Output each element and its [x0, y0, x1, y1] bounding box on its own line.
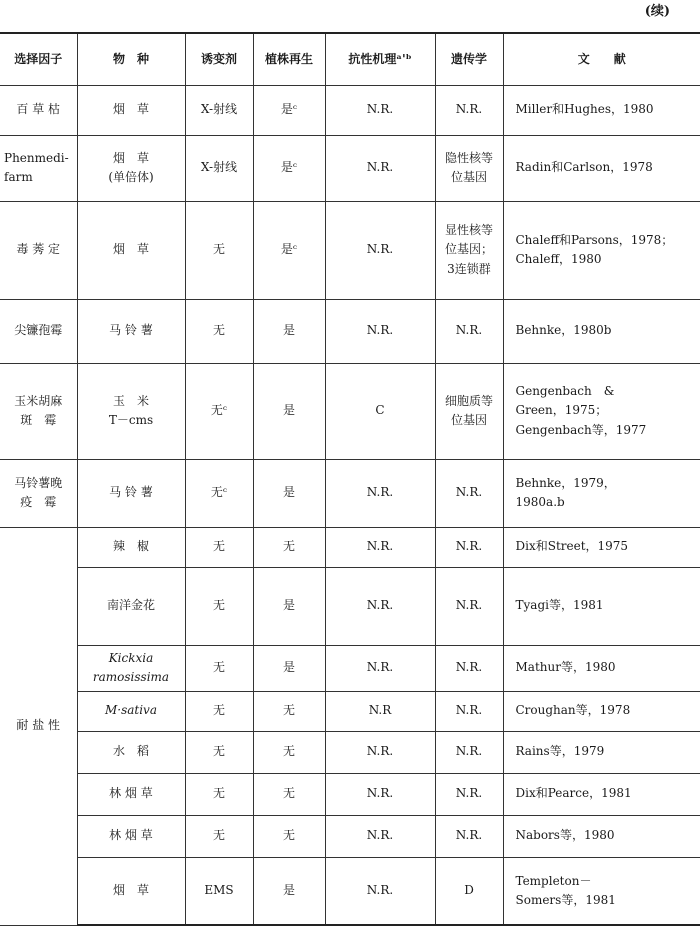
cell-reference: Rains等，1979 — [503, 731, 700, 773]
cell-mutagen: 无 — [185, 773, 253, 815]
cell-regeneration: 是ᶜ — [253, 201, 325, 299]
cell-mechanism: N.R. — [325, 773, 435, 815]
cell-mechanism: N.R. — [325, 85, 435, 135]
cell-genetics: N.R. — [435, 815, 503, 857]
cell-regeneration: 无 — [253, 773, 325, 815]
cell-genetics: N.R. — [435, 773, 503, 815]
cell-reference: Miller和Hughes，1980 — [503, 85, 700, 135]
cell-reference: Tyagi等，1981 — [503, 567, 700, 645]
cell-mutagen: 无 — [185, 201, 253, 299]
cell-species: 林 烟 草 — [77, 773, 185, 815]
cell-regeneration: 是 — [253, 567, 325, 645]
cell-reference: Chaleff和Parsons，1978； Chaleff，1980 — [503, 201, 700, 299]
cell-mutagen: 无 — [185, 645, 253, 691]
cell-genetics: N.R. — [435, 85, 503, 135]
cell-genetics: 显性核等 位基因； 3连锁群 — [435, 201, 503, 299]
table-row — [0, 85, 700, 135]
table-row — [0, 857, 700, 925]
cell-species: 烟 草 — [77, 201, 185, 299]
cell-factor: 马铃薯晚 疫 霉 — [0, 459, 77, 527]
cell-mutagen: X-射线 — [185, 85, 253, 135]
cell-genetics: N.R. — [435, 459, 503, 527]
cell-mechanism: C — [325, 363, 435, 459]
cell-reference: Nabors等，1980 — [503, 815, 700, 857]
continued-label: (续) — [644, 4, 670, 19]
table-row — [0, 135, 700, 201]
table-row — [0, 731, 700, 773]
cell-mechanism: N.R. — [325, 135, 435, 201]
cell-factor: 百 草 枯 — [0, 85, 77, 135]
cell-mutagen: 无 — [185, 567, 253, 645]
cell-factor: 毒 莠 定 — [0, 201, 77, 299]
cell-species: 烟 草 — [77, 85, 185, 135]
table-row — [0, 815, 700, 857]
header-genetics: 遗传学 — [435, 33, 503, 85]
cell-mutagen: 无 — [185, 299, 253, 363]
cell-mutagen: X-射线 — [185, 135, 253, 201]
header-species: 物 种 — [77, 33, 185, 85]
cell-regeneration: 无 — [253, 731, 325, 773]
cell-mechanism: N.R. — [325, 567, 435, 645]
cell-genetics: N.R. — [435, 299, 503, 363]
cell-species: 马 铃 薯 — [77, 459, 185, 527]
cell-species: 烟 草 (单倍体) — [77, 135, 185, 201]
cell-reference: Behnke，1979， 1980a.b — [503, 459, 700, 527]
cell-factor: 尖镰孢霉 — [0, 299, 77, 363]
cell-genetics: 细胞质等 位基因 — [435, 363, 503, 459]
table-row — [0, 527, 700, 567]
cell-species: 辣 椒 — [77, 527, 185, 567]
cell-regeneration: 无 — [253, 691, 325, 731]
cell-mechanism: N.R. — [325, 201, 435, 299]
cell-regeneration: 是 — [253, 299, 325, 363]
cell-reference: Radin和Carlson，1978 — [503, 135, 700, 201]
cell-mutagen: 无 — [185, 731, 253, 773]
cell-genetics: N.R. — [435, 527, 503, 567]
table-row — [0, 201, 700, 299]
cell-regeneration: 是 — [253, 459, 325, 527]
cell-regeneration: 是 — [253, 645, 325, 691]
cell-regeneration: 是 — [253, 857, 325, 925]
cell-factor: Phenmedi- farm — [0, 135, 77, 201]
cell-mechanism: N.R. — [325, 731, 435, 773]
header-mutagen: 诱变剂 — [185, 33, 253, 85]
cell-mechanism: N.R. — [325, 645, 435, 691]
cell-genetics: N.R. — [435, 731, 503, 773]
cell-reference: Behnke，1980b — [503, 299, 700, 363]
cell-genetics: N.R. — [435, 691, 503, 731]
cell-regeneration: 无 — [253, 527, 325, 567]
table-row — [0, 459, 700, 527]
table-row — [0, 691, 700, 731]
cell-mutagen: 无 — [185, 815, 253, 857]
cell-regeneration: 是ᶜ — [253, 85, 325, 135]
cell-mechanism: N.R. — [325, 815, 435, 857]
cell-mutagen: 无 — [185, 691, 253, 731]
cell-species: 马 铃 薯 — [77, 299, 185, 363]
cell-genetics: 隐性核等 位基因 — [435, 135, 503, 201]
cell-mutagen: EMS — [185, 857, 253, 925]
cell-mutagen: 无ᶜ — [185, 459, 253, 527]
table-row — [0, 773, 700, 815]
cell-species: 南洋金花 — [77, 567, 185, 645]
cell-mechanism: N.R. — [325, 459, 435, 527]
table-row — [0, 363, 700, 459]
cell-species: 烟 草 — [77, 857, 185, 925]
cell-reference: Gengenbach & Green，1975； Gengenbach等，1977 — [503, 363, 700, 459]
cell-mutagen: 无 — [185, 527, 253, 567]
cell-genetics: D — [435, 857, 503, 925]
cell-factor: 玉米胡麻 斑 霉 — [0, 363, 77, 459]
cell-reference: Dix和Pearce，1981 — [503, 773, 700, 815]
header-regeneration: 植株再生 — [253, 33, 325, 85]
cell-regeneration: 无 — [253, 815, 325, 857]
header-reference: 文 献 — [503, 33, 700, 85]
cell-species: 水 稻 — [77, 731, 185, 773]
cell-mechanism: N.R. — [325, 299, 435, 363]
table-row — [0, 645, 700, 691]
cell-mechanism: N.R — [325, 691, 435, 731]
cell-species: 玉 米 T－cms — [77, 363, 185, 459]
header-mechanism: 抗性机理ᵃ'ᵇ — [325, 33, 435, 85]
cell-regeneration: 是ᶜ — [253, 135, 325, 201]
cell-reference: Templeton－ Somers等，1981 — [503, 857, 700, 925]
cell-species: 林 烟 草 — [77, 815, 185, 857]
cell-species: M·sativa — [77, 691, 185, 731]
table-row — [0, 567, 700, 645]
cell-reference: Mathur等，1980 — [503, 645, 700, 691]
cell-genetics: N.R. — [435, 645, 503, 691]
cell-reference: Dix和Street，1975 — [503, 527, 700, 567]
cell-genetics: N.R. — [435, 567, 503, 645]
cell-mechanism: N.R. — [325, 857, 435, 925]
mutant-selection-table — [0, 32, 700, 926]
cell-regeneration: 是 — [253, 363, 325, 459]
cell-species: Kickxia ramosissima — [77, 645, 185, 691]
cell-reference: Croughan等，1978 — [503, 691, 700, 731]
cell-factor-salt: 耐 盐 性 — [0, 527, 77, 925]
table-row — [0, 299, 700, 363]
cell-mutagen: 无ᶜ — [185, 363, 253, 459]
header-factor: 选择因子 — [0, 33, 77, 85]
cell-mechanism: N.R. — [325, 527, 435, 567]
